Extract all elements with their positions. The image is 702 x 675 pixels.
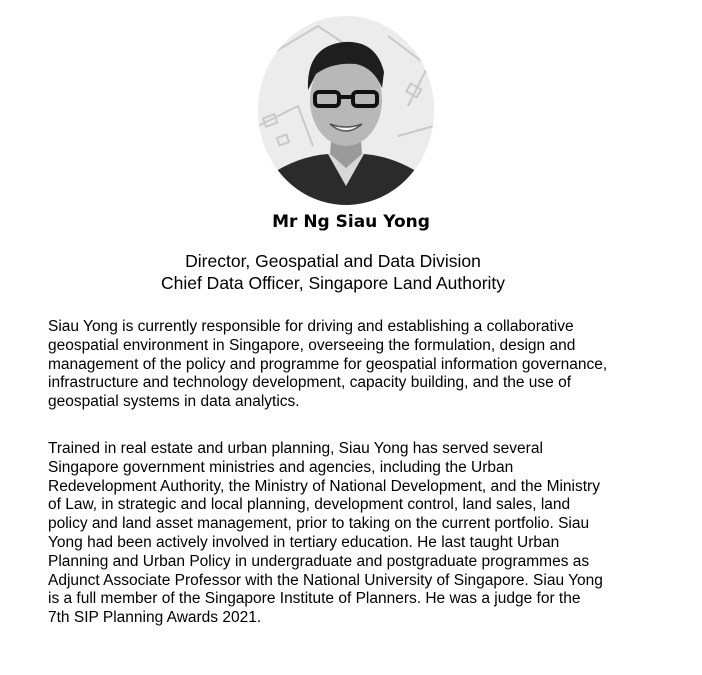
bio-line: geospatial environment in Singapore, overseeing the formulation, design and bbox=[48, 336, 576, 354]
bio-line: is a full member of the Singapore Institute of Planners. He was a judge for the bbox=[48, 590, 581, 608]
bio-line: Yong had been actively involved in tertiary education. He last taught Urban bbox=[48, 533, 560, 551]
bio-line: Redevelopment Authority, the Ministry of National Development, and the Ministry bbox=[48, 477, 600, 495]
profile-photo bbox=[258, 16, 434, 205]
bio-paragraph-background bbox=[48, 440, 688, 628]
person-name: Mr Ng Siau Yong bbox=[272, 212, 430, 232]
job-title-secondary: Chief Data Officer, Singapore Land Authority bbox=[160, 273, 506, 293]
bio-line: Planning and Urban Policy in undergraduate and postgraduate programmes as bbox=[48, 552, 590, 570]
bio-line: 7th SIP Planning Awards 2021. bbox=[48, 609, 262, 627]
bio-line: Trained in real estate and urban planning, Siau Yong has served several bbox=[48, 440, 543, 457]
bio-line: Singapore government ministries and agencies, including the Urban bbox=[48, 458, 514, 476]
bio-line: geospatial systems in data analytics. bbox=[48, 393, 300, 411]
bio-line: Adjunct Associate Professor with the National University of Singapore. Siau Yong bbox=[48, 571, 603, 589]
bio-line: infrastructure and technology development, capacity building, and the use of bbox=[48, 374, 572, 392]
bio-line: management of the policy and programme for geospatial information governance, bbox=[48, 355, 608, 373]
job-title-primary: Director, Geospatial and Data Division bbox=[185, 251, 481, 271]
bio-line: policy and land asset management, prior to taking on the current portfolio. Siau bbox=[48, 515, 590, 533]
job-titles bbox=[0, 250, 666, 294]
bio-paragraph-responsibilities bbox=[48, 318, 688, 412]
bio-line: of Law, in strategic and local planning, development control, land sales, land bbox=[48, 496, 571, 514]
bio-line: Siau Yong is currently responsible for driving and establishing a collaborative bbox=[48, 318, 574, 335]
